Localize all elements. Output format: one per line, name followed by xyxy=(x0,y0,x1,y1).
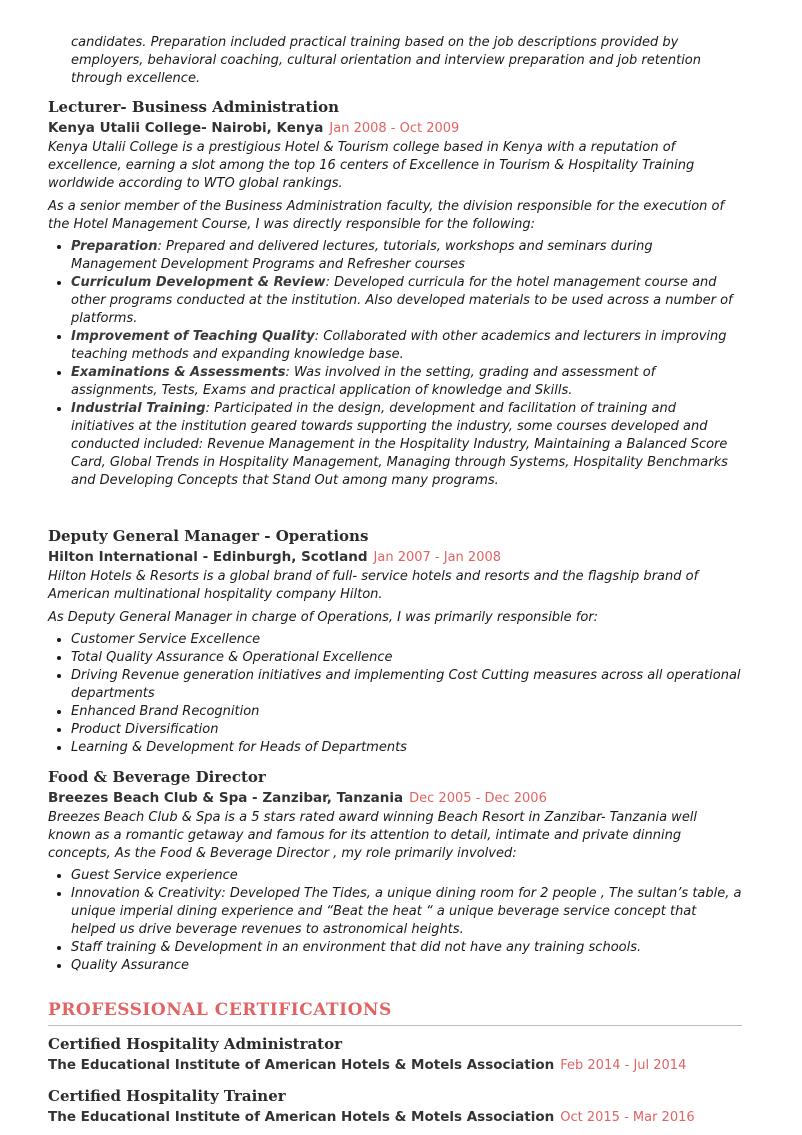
job-responsibilities-list xyxy=(48,631,742,757)
job-title: Deputy General Manager - Operations xyxy=(48,527,369,545)
job-org-line xyxy=(48,787,742,809)
certification-organization: The Educational Institute of American Hotels & Motels Association xyxy=(48,1057,555,1073)
bullet-label: Curriculum Development & Review xyxy=(71,275,326,290)
job-title: Lecturer- Business Administration xyxy=(48,98,339,116)
bullet-label: Industrial Training xyxy=(71,401,206,416)
certification-dates: Feb 2014 - Jul 2014 xyxy=(560,1058,687,1073)
certification-title: Certified Hospitality Administrator xyxy=(48,1035,343,1053)
list-item xyxy=(71,238,742,274)
job-organization: Breezes Beach Club & Spa - Zanzibar, Tanzania xyxy=(48,790,404,806)
job-entry-deputy-gm xyxy=(48,526,742,757)
list-item: • Total Quality Assurance & Operational Excellence xyxy=(71,649,742,667)
certification-entry xyxy=(48,1086,742,1128)
list-item: • Quality Assurance xyxy=(71,957,742,975)
bullet-text: : Was involved in the setting, grading and assessment of assignments, Tests, Exams and practical application of knowledge and Skills. xyxy=(71,365,656,398)
list-item: • Driving Revenue generation initiatives and implementing Cost Cutting measures across all operational departments xyxy=(71,667,742,703)
list-item: • Enhanced Brand Recognition xyxy=(71,703,742,721)
certifications-section xyxy=(48,999,742,1128)
previous-job-description-tail: candidates. Preparation included practical training based on the job descriptions provided by employers, behavioral coaching, cultural orientation and interview preparation and job retention through excellence. xyxy=(71,35,702,86)
certification-organization: The Educational Institute of American Hotels & Motels Association xyxy=(48,1109,555,1125)
job-dates: Jan 2007 - Jan 2008 xyxy=(373,550,502,565)
job-dates: Jan 2008 - Oct 2009 xyxy=(329,121,460,136)
list-item: • Product Diversification xyxy=(71,721,742,739)
job-responsibilities-intro: As a senior member of the Business Administration faculty, the division responsible for the execution of the Hotel Management Course, I was directly responsible for the following: xyxy=(48,199,725,232)
job-entry-fb-director xyxy=(48,767,742,975)
bullet-label: Preparation xyxy=(71,239,158,254)
certification-org-line xyxy=(48,1106,742,1128)
list-item: • Staff training & Development in an environment that did not have any training schools. xyxy=(71,939,742,957)
section-divider xyxy=(48,1025,742,1026)
bullet-label: Examinations & Assessments xyxy=(71,365,286,380)
list-item: • Learning & Development for Heads of Departments xyxy=(71,739,742,757)
job-org-line xyxy=(48,117,742,139)
list-item xyxy=(71,400,742,490)
list-item xyxy=(71,274,742,328)
bullet-text: : Prepared and delivered lectures, tutorials, workshops and seminars during Management Development Programs and Refresher courses xyxy=(71,239,653,272)
bullet-text: : Participated in the design, development and facilitation of training and initiatives at the institution geared towards supporting the industry, some courses developed and conducted included: Revenue Management in the Hospitality Industry, Maintaining a Balanced Score Card, Global Trends in Hospitality Management, Managing through Systems, Hospitality Benchmarks and Developing Concepts that Stand Out among many programs. xyxy=(71,401,728,488)
job-responsibilities-list xyxy=(48,867,742,975)
bullet-text: : Developed curricula for the hotel management course and other programs conducted at the institution. Also developed materials to be used across a number of platforms. xyxy=(71,275,733,326)
job-org-line xyxy=(48,546,742,568)
job-responsibilities-list xyxy=(48,238,742,490)
list-item: • Customer Service Excellence xyxy=(71,631,742,649)
certification-dates: Oct 2015 - Mar 2016 xyxy=(560,1110,695,1125)
job-description: Kenya Utalii College is a prestigious Hotel & Tourism college based in Kenya with a reputation of excellence, earning a slot among the top 16 centers of Excellence in Tourism & Hospitality Training worldwide according to WTO global rankings. xyxy=(48,140,695,191)
job-description: Breezes Beach Club & Spa is a 5 stars rated award winning Beach Resort in Zanzibar- Tanzania well known as a romantic getaway and famous for its attention to detail, intimate and private dinning concepts, As the Food & Beverage Director , my role primarily involved: xyxy=(48,810,698,861)
list-item xyxy=(71,328,742,364)
job-dates: Dec 2005 - Dec 2006 xyxy=(409,791,547,806)
job-responsibilities-intro: As Deputy General Manager in charge of Operations, I was primarily responsible for: xyxy=(48,610,599,625)
list-item: • Guest Service experience xyxy=(71,867,742,885)
certification-title: Certified Hospitality Trainer xyxy=(48,1087,286,1105)
job-description: Hilton Hotels & Resorts is a global brand of full- service hotels and resorts and the flagship brand of American multinational hospitality company Hilton. xyxy=(48,569,699,602)
job-title: Food & Beverage Director xyxy=(48,768,266,786)
list-item xyxy=(71,364,742,400)
section-heading: PROFESSIONAL CERTIFICATIONS xyxy=(48,1000,392,1020)
job-organization: Hilton International - Edinburgh, Scotland xyxy=(48,549,368,565)
list-item: • Innovation & Creativity: Developed The Tides, a unique dining room for 2 people , The sultan’s table, a unique imperial dining experience and “Beat the heat “ a unique beverage service concept that helped us drive beverage revenues to astronomical heights. xyxy=(71,885,742,939)
bullet-label: Improvement of Teaching Quality xyxy=(71,329,315,344)
job-organization: Kenya Utalii College- Nairobi, Kenya xyxy=(48,120,324,136)
certification-org-line xyxy=(48,1054,742,1076)
certification-entry xyxy=(48,1034,742,1076)
bullet-text: : Collaborated with other academics and lecturers in improving teaching methods and expanding knowledge base. xyxy=(71,329,727,362)
job-entry-lecturer xyxy=(48,97,742,490)
